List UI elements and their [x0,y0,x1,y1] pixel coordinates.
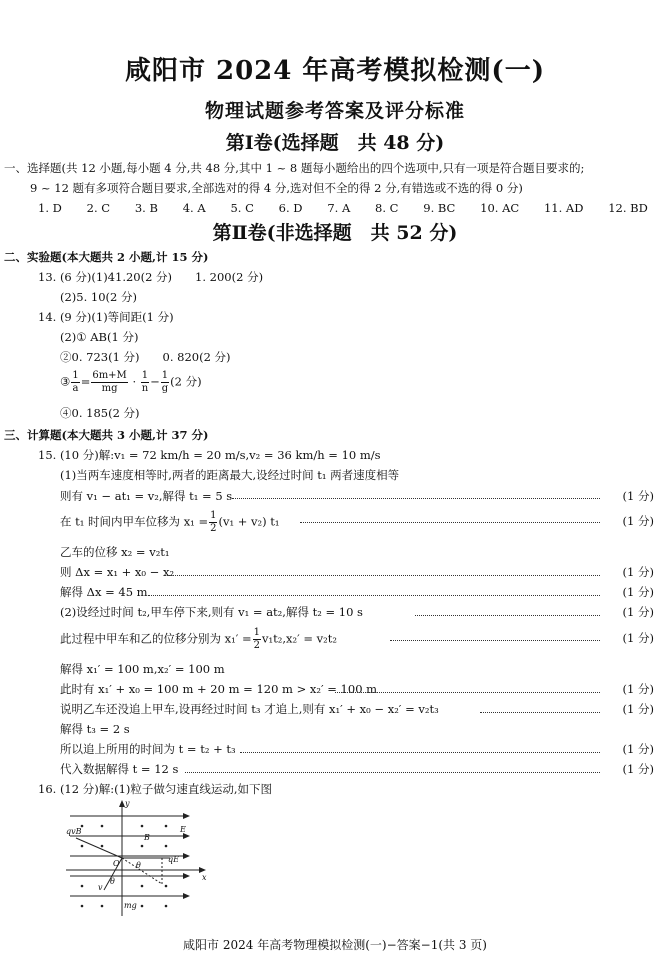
answer-item: 5. C [230,201,254,215]
q14-formula: ③ $\frac{1}{a}$ = $\frac{6m+M}{mg}$ · $\frac{1}{n}$ − $\frac{1}{g}$ (2 分) [60,370,202,394]
answer-item: 9. BC [423,201,456,215]
q14-line1: 14. (9 分)(1)等间距(1 分) [38,310,174,324]
q14-line2: (2)① AB(1 分) [60,330,139,344]
fraction: $\frac{1}{a}$ [72,370,79,394]
part1-heading: 第Ⅰ卷(选择题 共 48 分) [225,132,445,154]
leader-dots [165,575,600,576]
answer-key-row [38,201,648,215]
q15-line4: 在 t₁ 时间内甲车位移为 x₁ = $\frac{1}{2}$ (v₁ + v₂) t₁ [60,510,280,534]
qvb-label: qvB [66,827,82,836]
leader-dots [335,692,600,693]
q15-line2: (1)当两车速度相等时,两者的距离最大,设经过时间 t₁ 两者速度相等 [60,468,400,482]
leader-dots [415,615,600,616]
theta-label: θ [110,877,115,886]
q13-line1: 13. (6 分)(1)41.20(2 分) 1. 200(2 分) [38,270,264,284]
q15-line9: 此过程中甲车和乙的位移分别为 x₁′ = $\frac{1}{2}$ v₁t₂,x₂′ = v₂t₂ [60,627,338,651]
leader-dots [240,752,600,753]
answer-item: 11. AD [543,201,584,215]
leader-dots [185,772,600,773]
score-mark: (1 分) [622,682,654,696]
leader-dots [148,595,600,596]
answer-item: 12. BD [608,201,648,215]
x-label: x [202,873,207,882]
leader-dots [390,640,600,641]
score-mark: (1 分) [622,585,654,599]
score-mark: (1 分) [622,605,654,619]
score-mark: (1 分) [622,514,654,528]
q13-line2: (2)5. 10(2 分) [60,290,137,304]
theta-label: θ [136,861,141,870]
q14-line5: ④0. 185(2 分) [60,406,140,420]
part2-heading: 第Ⅱ卷(非选择题 共 52 分) [212,222,458,244]
q15-line11: 此时有 x₁′ + x₀ = 100 m + 20 m = 120 m > x₂′ = 100 m [60,682,378,696]
q15-line1: 15. (10 分)解:v₁ = 72 km/h = 20 m/s,v₂ = 36 km/h = 10 m/s [38,448,381,462]
origin-label: O [113,859,120,868]
fraction: $\frac{1}{n}$ [141,370,149,394]
q16-line1: 16. (12 分)解:(1)粒子做匀速直线运动,如下图 [38,782,273,796]
q15-line15: 代入数据解得 t = 12 s [60,762,179,776]
page-title: 咸阳市 2024 年高考模拟检测(一) [124,56,546,86]
e-label: E [180,825,186,834]
y-label: y [125,799,130,808]
score-mark: (1 分) [622,702,654,716]
q14-line3: ②0. 723(1 分) 0. 820(2 分) [60,350,231,364]
answer-item: 3. B [134,201,158,215]
leader-dots [480,712,600,713]
qvb-vector [76,838,122,858]
qe-label: qE [168,855,179,864]
b-label: B [144,833,150,842]
q15-line14: 所以追上所用的时间为 t = t₂ + t₃ [60,742,236,756]
score-mark: (1 分) [622,565,654,579]
answer-item: 10. AC [480,201,520,215]
fraction: $\frac{1}{2}$ [253,627,261,651]
q15-line7: 解得 Δx = 45 m [60,585,148,599]
answer-item: 2. C [86,201,111,215]
fraction: $\frac{1}{2}$ [210,510,217,534]
q15-line5: 乙车的位移 x₂ = v₂t₁ [60,545,170,559]
v-label: v [98,883,103,892]
leader-dots [300,522,600,523]
mg-label: mg [124,901,137,910]
answer-item: 4. A [182,201,206,215]
answer-item: 6. D [278,201,303,215]
page-subtitle: 物理试题参考答案及评分标准 [204,100,465,122]
answer-item: 8. C [375,201,399,215]
page-footer: 咸阳市 2024 年高考物理模拟检测(一)−答案−1(共 3 页) [183,938,487,952]
section1-instructions-line1: 一、选择题(共 12 小题,每小题 4 分,共 48 分,其中 1 ~ 8 题每小题给出的四个选项中,只有一项是符合题目要求的; [4,161,585,175]
fraction: $\frac{6m+M}{mg}$ [92,370,127,394]
q15-line6: 则 Δx = x₁ + x₀ − x₂ [60,565,175,579]
q15-line12: 说明乙车还没追上甲车,设再经过时间 t₃ 才追上,则有 x₁′ + x₀ − x₂′ = v₂t₃ [60,702,439,716]
score-mark: (1 分) [622,631,654,645]
leader-dots [232,498,600,499]
section3-heading: 三、计算题(本大题共 3 小题,计 37 分) [4,428,209,442]
score-mark: (1 分) [622,489,654,503]
answer-item: 1. D [38,201,62,215]
q15-line8: (2)设经过时间 t₂,甲车停下来,则有 v₁ = at₂,解得 t₂ = 10 s [60,605,363,619]
answer-item: 7. A [327,201,351,215]
section1-instructions-line2: 9 ~ 12 题有多项符合题目要求,全部选对的得 4 分,选对但不全的得 2 分,有错选或不选的得 0 分) [30,181,523,195]
score-mark: (1 分) [622,742,654,756]
q15-line3: 则有 v₁ − at₁ = v₂,解得 t₁ = 5 s [60,489,233,503]
section2-heading: 二、实验题(本大题共 2 小题,计 15 分) [4,250,209,264]
fraction: $\frac{1}{g}$ [161,370,169,394]
score-mark: (1 分) [622,762,654,776]
force-diagram [62,798,212,918]
q15-line13: 解得 t₃ = 2 s [60,722,130,736]
q15-line10: 解得 x₁′ = 100 m,x₂′ = 100 m [60,662,225,676]
